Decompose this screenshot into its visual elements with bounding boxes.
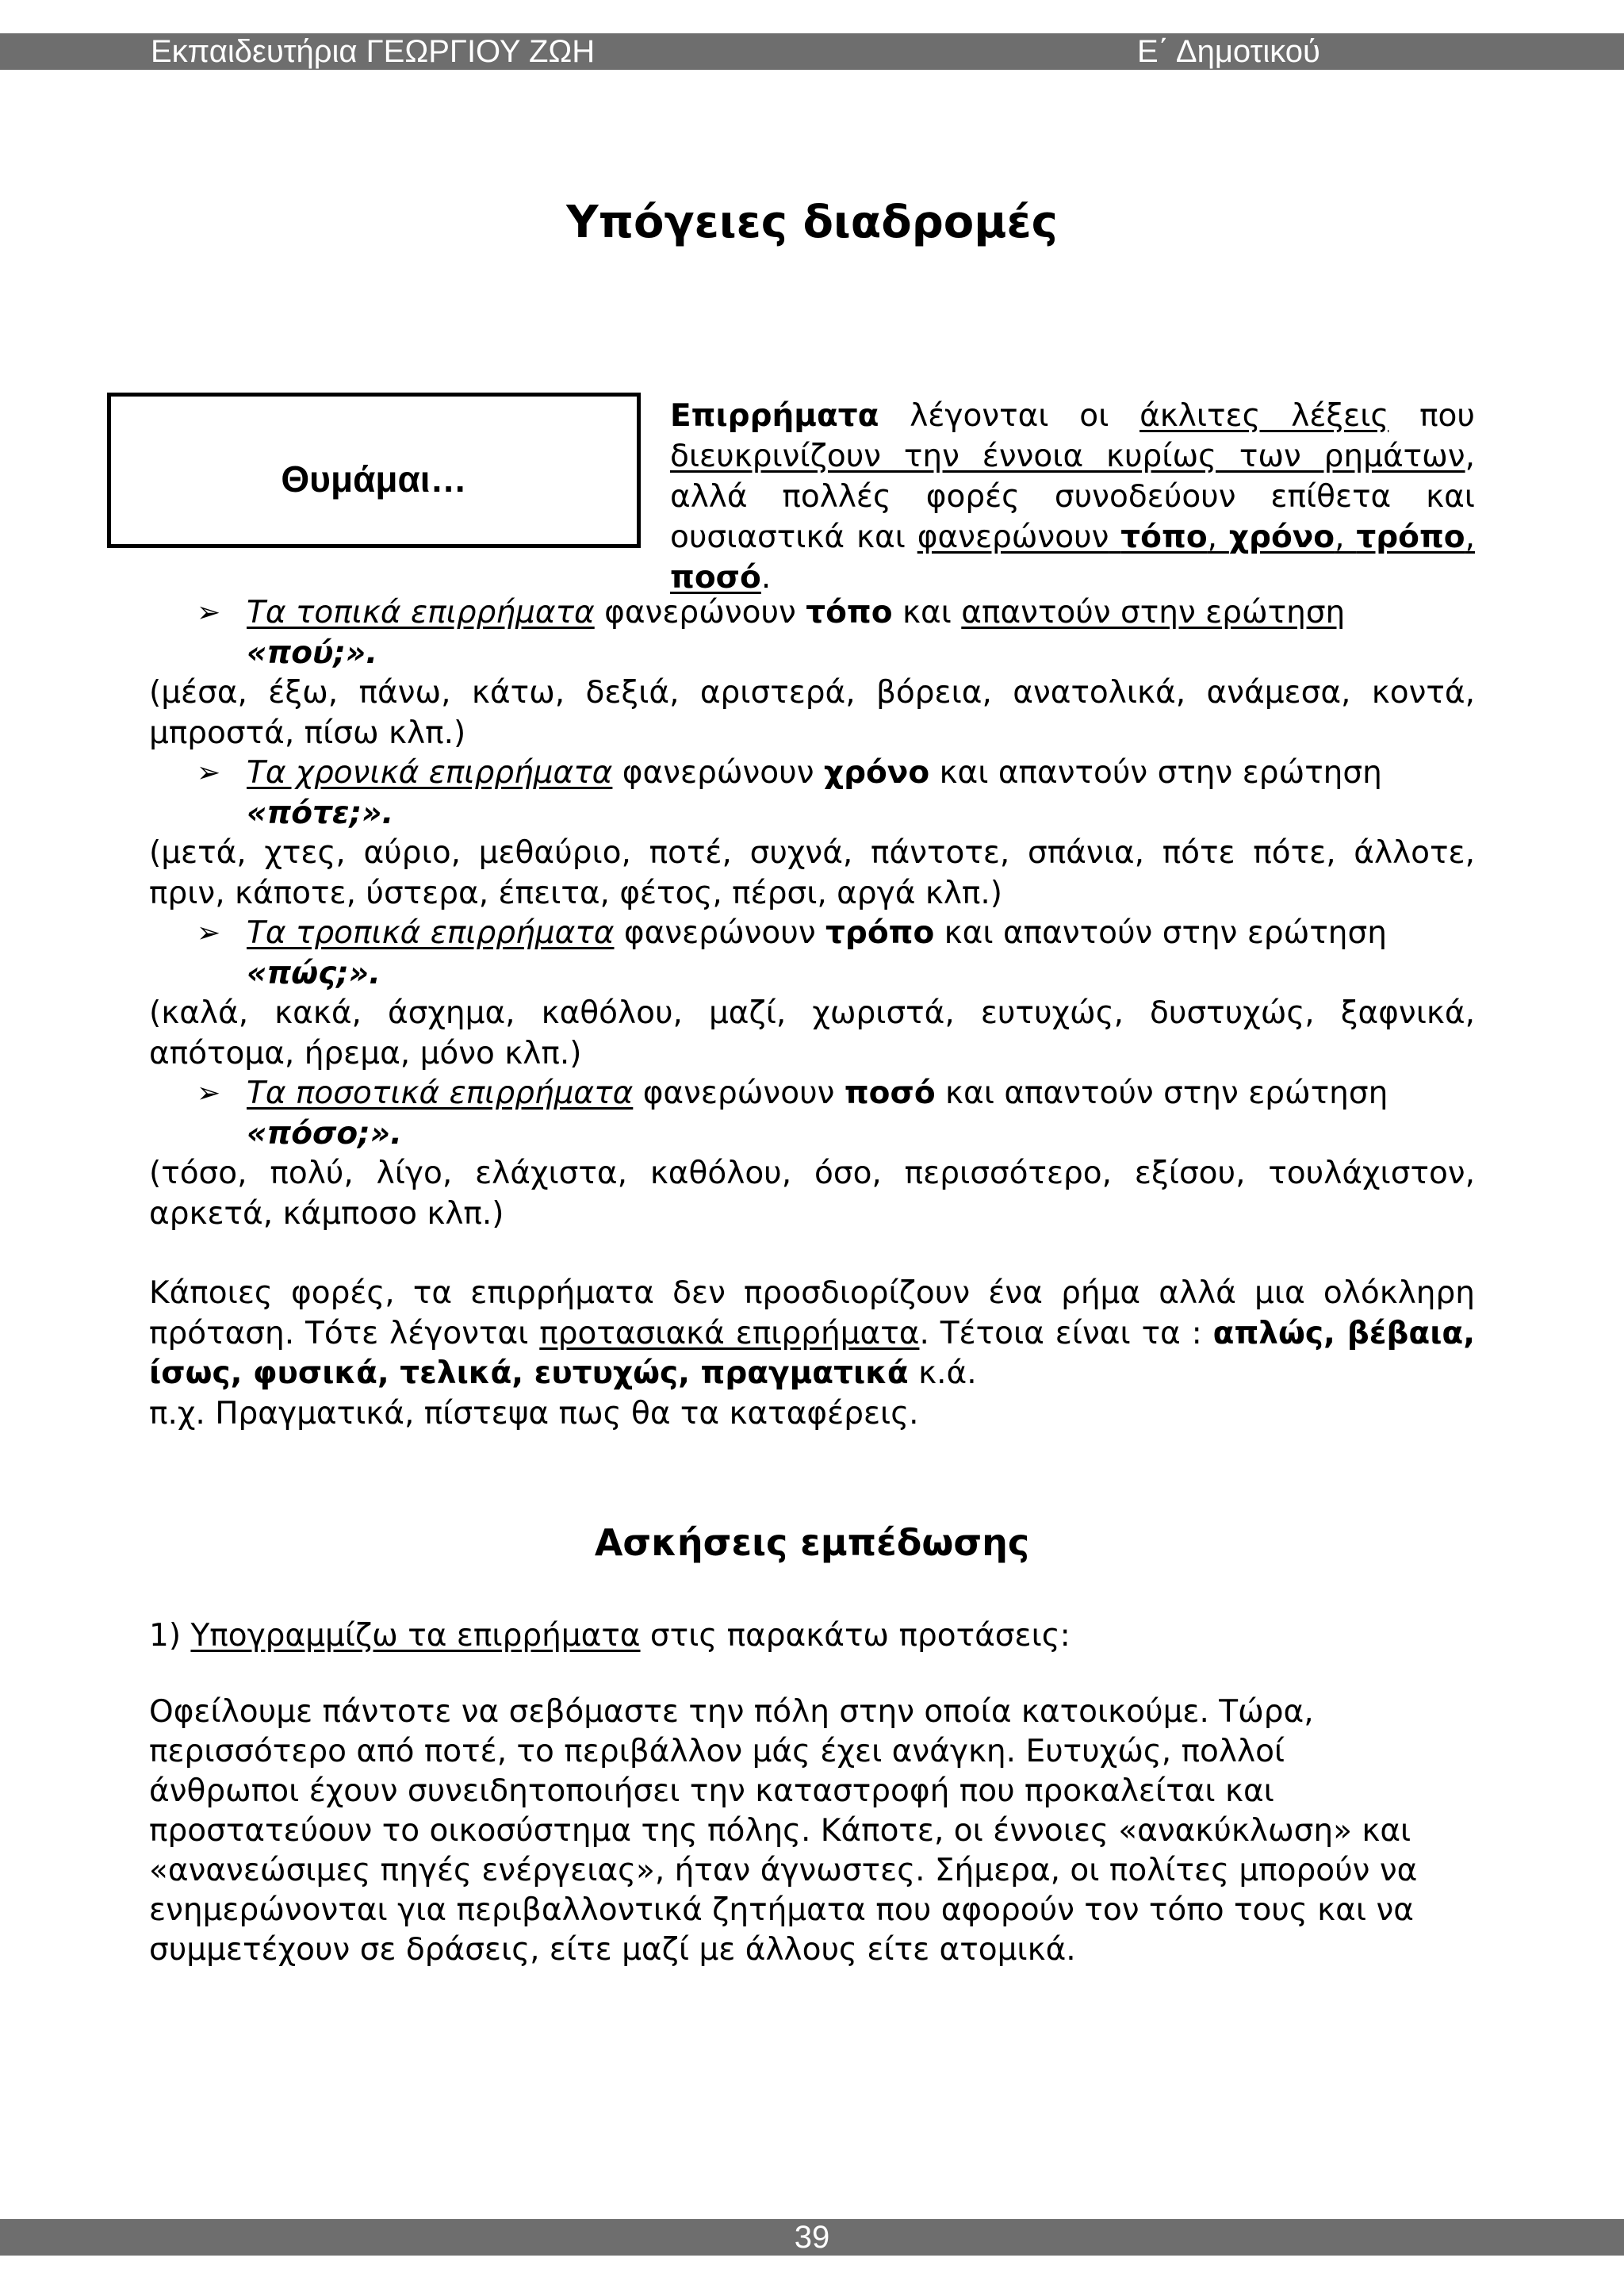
category-bold: ποσό (844, 1075, 936, 1111)
category-bullet (149, 753, 1475, 794)
category-question-intro: απαντούν στην ερώτηση (961, 595, 1346, 631)
category-name: Τα χρονικά επιρρήματα (247, 755, 613, 791)
intro-underlined: φανερώνουν (917, 519, 1109, 555)
intro-bold: τόπο (1120, 519, 1208, 555)
exercise-text: στις παρακάτω προτάσεις: (640, 1618, 1071, 1654)
intro-text: , (1207, 519, 1229, 555)
intro-underlined: άκλιτες λέξεις (1139, 398, 1389, 434)
exercise-text-line: περισσότερο από ποτέ, το περιβάλλον μάς έχει ανάγκη. Ευτυχώς, πολλοί (149, 1734, 1285, 1769)
remember-box (107, 393, 641, 548)
category-text: φανερώνουν (614, 915, 826, 951)
category-text: και (892, 595, 962, 631)
category-text: φανερώνουν (594, 595, 806, 631)
arrow-bullet-icon: ➢ (197, 757, 221, 789)
exercise-text-line: ενημερώνονται για περιβαλλοντικά ζητήματα που αφορούν τον τόπο τους και να (149, 1892, 1414, 1928)
sentence-adverbs-paragraph (149, 1274, 1475, 1394)
arrow-bullet-icon: ➢ (197, 917, 221, 949)
intro-underlined: διευκρινίζουν την έννοια κυρίως των ρημάτων (670, 439, 1465, 474)
category-examples: (μετά, χτες, αύριο, μεθαύριο, ποτέ, συχνά, πάντοτε, σπάνια, πότε πότε, άλλοτε, πριν, κάποτε, ύστερα, έπειτα, φέτος, πέρσι, αργά κλπ.) (149, 835, 1475, 911)
category-examples: (τόσο, πολύ, λίγο, ελάχιστα, καθόλου, όσο, περισσότερο, εξίσου, τουλάχιστον, αρκετά, κάμποσο κλπ.) (149, 1156, 1475, 1232)
exercises-title: Ασκήσεις εμπέδωσης (594, 1521, 1030, 1564)
category-question-intro: απαντούν στην ερώτηση (998, 755, 1382, 791)
page-number: 39 (794, 2220, 830, 2255)
question-word: «πώς;». (247, 955, 381, 991)
category-name: Τα τοπικά επιρρήματα (247, 595, 595, 631)
category-question (149, 954, 1475, 995)
intro-text: λέγονται οι (879, 398, 1140, 434)
question-word: «πού;». (247, 634, 378, 671)
page-title: Υπόγειες διαδρομές (566, 197, 1058, 248)
category-question (149, 1114, 1475, 1155)
arrow-bullet-icon: ➢ (197, 1077, 221, 1110)
header-school-name: Εκπαιδευτήρια ΓΕΩΡΓΙΟΥ ΖΩΗ (151, 34, 596, 69)
paragraph-text: κ.ά. (908, 1355, 977, 1391)
exercise-number: 1) (149, 1618, 191, 1654)
category-question-intro: απαντούν στην ερώτηση (1004, 1075, 1388, 1111)
category-bullet (149, 1074, 1475, 1114)
category-bold: χρόνο (823, 755, 930, 791)
intro-text: . (760, 560, 772, 596)
page-header (0, 33, 1624, 70)
question-word: «πότε;». (247, 795, 394, 831)
adverb-categories (149, 593, 1475, 1434)
category-name: Τα ποσοτικά επιρρήματα (247, 1075, 634, 1111)
category-name: Τα τροπικά επιρρήματα (247, 915, 615, 951)
intro-term: Επιρρήματα (670, 398, 879, 434)
intro-text (1109, 519, 1120, 555)
category-bullet (149, 914, 1475, 954)
category-text: και (935, 1075, 1005, 1111)
header-grade: Ε΄ Δημοτικού (1137, 34, 1320, 69)
intro-bold: ποσό (670, 560, 761, 596)
exercise-1-instruction (149, 1616, 1475, 1656)
page-footer (0, 2219, 1624, 2256)
intro-text: , (1465, 519, 1476, 555)
category-bold: τόπο (806, 595, 893, 631)
exercise-text-line: Οφείλουμε πάντοτε να σεβόμαστε την πόλη στην οποία κατοικούμε. Τώρα, (149, 1694, 1314, 1730)
intro-definition (670, 396, 1475, 598)
category-bold: τρόπο (825, 915, 935, 951)
category-examples: (μέσα, έξω, πάνω, κάτω, δεξιά, αριστερά, βόρεια, ανατολικά, ανάμεσα, κοντά, μπροστά, πίσω κλπ.) (149, 675, 1475, 751)
intro-bold: τρόπο (1356, 519, 1465, 555)
remember-box-label: Θυμάμαι… (281, 458, 467, 500)
category-question (149, 634, 1475, 674)
paragraph-text: . Τέτοια είναι τα : (919, 1315, 1213, 1351)
question-word: «πόσο;». (247, 1115, 402, 1152)
category-question (149, 794, 1475, 834)
category-examples: (καλά, κακά, άσχημα, καθόλου, μαζί, χωριστά, ευτυχώς, δυστυχώς, ξαφνικά, απότομα, ήρεμα, μόνο κλπ.) (149, 995, 1475, 1071)
category-bullet (149, 593, 1475, 634)
exercise-underlined: Υπογραμμίζω τα επιρρήματα (190, 1618, 641, 1654)
intro-text: που (1388, 398, 1475, 434)
category-text: και (929, 755, 998, 791)
arrow-bullet-icon: ➢ (197, 596, 221, 629)
exercise-text-line: άνθρωποι έχουν συνειδητοποιήσει την καταστροφή που προκαλείται και (149, 1773, 1274, 1809)
exercise-text-line: προστατεύουν το οικοσύστημα της πόλης. Κάποτε, οι έννοιες «ανακύκλωση» και (149, 1813, 1411, 1849)
category-text: φανερώνουν (633, 1075, 845, 1111)
category-text: και (934, 915, 1003, 951)
paragraph-bold: απλώς, βέβαια, ίσως, φυσικά, τελικά, ευτυχώς, πραγματικά (149, 1315, 1476, 1391)
exercise-1-text (149, 1692, 1475, 1970)
intro-bold: χρόνο (1228, 519, 1335, 555)
intro-text: , αλλά πολλές φορές συνοδεύουν επίθετα και ουσιαστικά και (670, 439, 1475, 555)
exercise-text-line: «ανανεώσιμες πηγές ενέργειας», ήταν άγνωστες. Σήμερα, οι πολίτες μπορούν να (149, 1853, 1418, 1888)
example-sentence: π.χ. Πραγματικά, πίστεψα πως θα τα καταφέρεις. (149, 1395, 919, 1432)
category-question-intro: απαντούν στην ερώτηση (1002, 915, 1387, 951)
paragraph-text: Κάποιες φορές, τα επιρρήματα δεν προσδιορίζουν ένα ρήμα αλλά μια ολόκληρη πρόταση. Τότε λέγονται (149, 1275, 1475, 1351)
category-text: φανερώνουν (612, 755, 824, 791)
paragraph-underlined: προτασιακά επιρρήματα (539, 1315, 920, 1351)
intro-text: , (1335, 519, 1357, 555)
exercise-text-line: συμμετέχουν σε δράσεις, είτε μαζί με άλλους είτε ατομικά. (149, 1932, 1076, 1968)
